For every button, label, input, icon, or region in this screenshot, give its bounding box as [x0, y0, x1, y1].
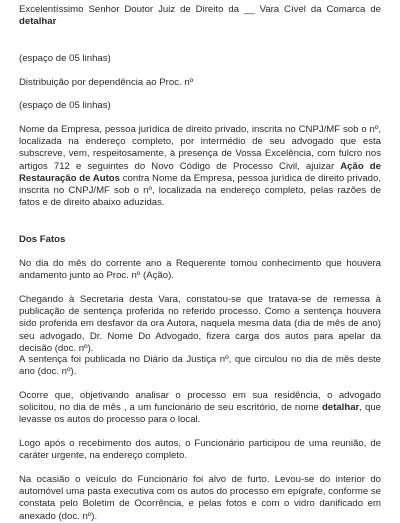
distribution-line: Distribuição por dependência ao Proc. nº: [19, 77, 194, 88]
intro-text: contra Nome da Empresa, pessoa jurídica de direito privado, inscrita no CNPJ/MF sob o nº, localizada na endereço completo, pelas razões de fatos e de direito abaixo aduzidas.: [19, 172, 381, 209]
addressee-text: Excelentíssimo Senhor Doutor Juiz de Direito da __ Vara Cível da Comarca de: [19, 4, 381, 15]
facts-paragraph: Chegando à Secretaria desta Vara, constatou-se que tratava-se de remessa à publicação de sentença proferida no referido processo. Como a sentença houvera sido proferida em desfavor da ora Autora, naquela mesma data (dia de mês de ano) seu advogado, Dr. Nome Do Advogado, fizera carga dos autos para apelar da decisão (doc. nº).: [19, 294, 381, 354]
facts-paragraph: Logo após o recebimento dos autos, o Funcionário participou de uma reunião, de caráter urgente, na endereço completo.: [19, 438, 381, 462]
intro-paragraph: [19, 124, 381, 209]
spacing-note: (espaço de 05 linhas): [19, 100, 111, 111]
facts-paragraph: [19, 390, 381, 427]
section-title: Dos Fatos: [19, 234, 66, 245]
request-text: , que levasse os autos do processo para o local.: [19, 402, 381, 426]
intro-text: Nome da Empresa, pessoa jurídica de direito privado, inscrita no CNPJ/MF sob o nº, localizada na endereço completo, por intermédio de seu advogado que esta subscreve, vem, respeitosamente, à presença de Vossa Excelência, com fulcro nos artigos 712 e seguintes do Novo Código de Processo Civil, ajuizar: [19, 124, 381, 172]
addressee-heading: [19, 4, 381, 28]
facts-paragraph: A sentença foi publicada no Diário da Justiça nº, que circulou no dia de mês deste ano (doc. nº).: [19, 354, 381, 378]
employee-name: detalhar: [321, 402, 360, 414]
facts-paragraph: Na ocasião o veículo do Funcionário foi alvo de furto. Levou-se do interior do automóvel uma pasta executiva com os autos do processo em epígrafe, conforme se constata pelo Boletim de Ocorrência, e pelas fotos e com o vidro danificado em anexado (doc. nº).: [19, 474, 381, 522]
facts-paragraph: No dia do mês do corrente ano a Requerente tomou conhecimento que houvera andamento junto ao Proc. nº (Ação).: [19, 258, 381, 282]
action-title: Ação de Restauração de Autos: [19, 160, 381, 184]
addressee-comarca: detalhar: [19, 16, 57, 28]
request-text: Ocorre que, objetivando analisar o processo em sua residência, o advogado solicitou, no dia de mês , a um funcionário de seu escritório, de nome: [19, 390, 381, 414]
spacing-note: (espaço de 05 linhas): [19, 53, 111, 64]
